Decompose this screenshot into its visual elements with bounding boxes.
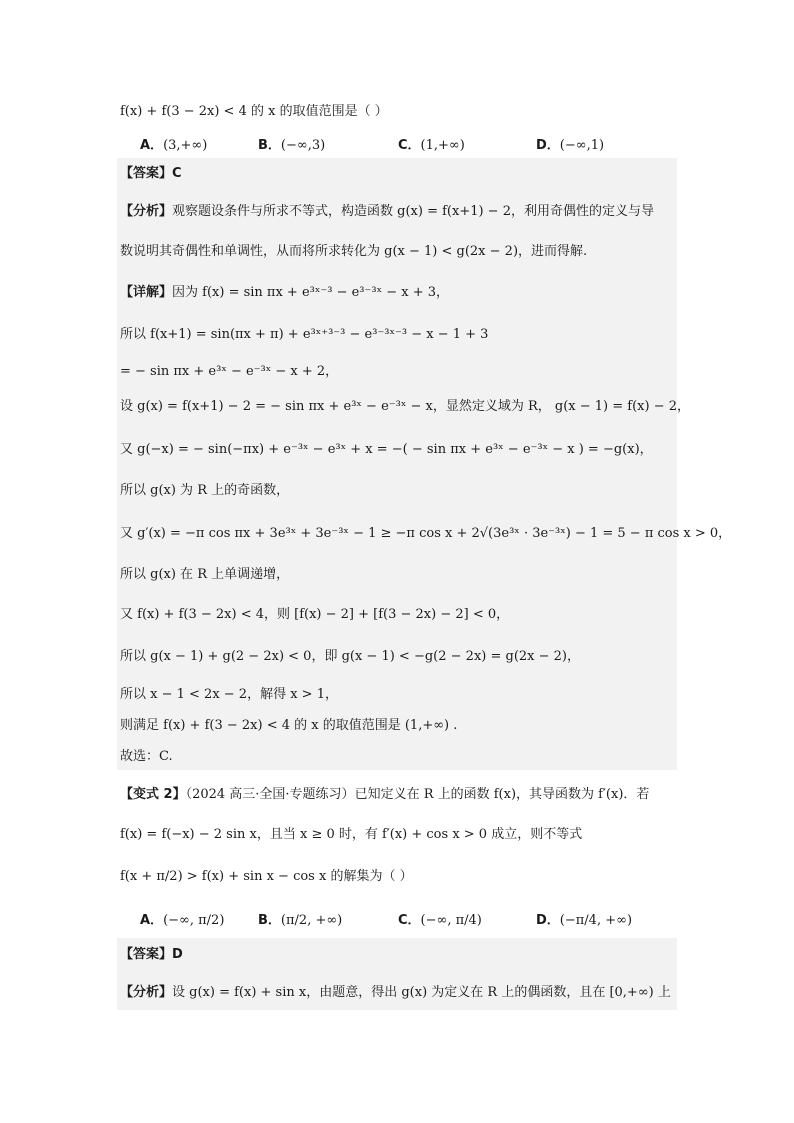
q1-detail-line-2: 所以 f(x+1) = sin(πx + π) + e³ˣ⁺³⁻³ − e³⁻³ˣ⁻³ − x − 1 + 3 bbox=[120, 327, 489, 342]
q1-answer: 【答案】C bbox=[120, 166, 182, 181]
q2-option-b: B．(π/2, +∞) bbox=[258, 913, 343, 928]
q2-stem-line-3: f(x + π/2) > f(x) + sin x − cos x 的解集为（ ） bbox=[120, 869, 413, 884]
q1-option-a: A．(3,+∞) bbox=[140, 138, 208, 153]
q1-analysis-line-2: 数说明其奇偶性和单调性，从而将所求转化为 g(x − 1) < g(2x − 2)，进而得解. bbox=[120, 244, 588, 259]
q1-detail-line-10: 所以 g(x − 1) + g(2 − 2x) < 0，即 g(x − 1) < −g(2 − 2x) = g(2x − 2)， bbox=[120, 649, 580, 664]
q2-answer: 【答案】D bbox=[120, 947, 183, 962]
q1-detail-line-13: 故选：C. bbox=[120, 749, 173, 764]
q1-detail-line-3: = − sin πx + e³ˣ − e⁻³ˣ − x + 2， bbox=[120, 364, 339, 379]
q1-detail-line-9: 又 f(x) + f(3 − 2x) < 4，则 [f(x) − 2] + [f(3 − 2x) − 2] < 0， bbox=[120, 607, 510, 622]
q2-option-d: D．(−π/4, +∞) bbox=[536, 913, 633, 928]
q1-detail-line-1: 【详解】因为 f(x) = sin πx + e³ˣ⁻³ − e³⁻³ˣ − x + 3， bbox=[120, 285, 450, 300]
q1-detail-line-4: 设 g(x) = f(x+1) − 2 = − sin πx + e³ˣ − e⁻³ˣ − x，显然定义域为 R， g(x − 1) = f(x) − 2， bbox=[120, 399, 691, 414]
q1-detail-line-11: 所以 x − 1 < 2x − 2，解得 x > 1， bbox=[120, 687, 338, 702]
q1-option-c: C．(1,+∞) bbox=[398, 138, 465, 153]
q1-option-b: B．(−∞,3) bbox=[258, 138, 326, 153]
q1-detail-line-12: 则满足 f(x) + f(3 − 2x) < 4 的 x 的取值范围是 (1,+∞) . bbox=[120, 718, 458, 733]
q1-option-d: D．(−∞,1) bbox=[536, 138, 605, 153]
q1-stem: f(x) + f(3 − 2x) < 4 的 x 的取值范围是（ ） bbox=[120, 104, 388, 119]
q1-detail-line-5: 又 g(−x) = − sin(−πx) + e⁻³ˣ − e³ˣ + x = −( − sin πx + e³ˣ − e⁻³ˣ − x ) = −g(x)， bbox=[120, 442, 653, 457]
q2-option-a: A．(−∞, π/2) bbox=[140, 913, 225, 928]
q1-detail-line-7: 又 g′(x) = −π cos πx + 3e³ˣ + 3e⁻³ˣ − 1 ≥ −π cos x + 2√(3e³ˣ · 3e⁻³ˣ) − 1 = 5 − π cos x > 0， bbox=[120, 526, 732, 541]
q2-stem-line-1: 【变式 2】（2024 高三·全国·专题练习）已知定义在 R 上的函数 f(x)，其导函数为 f′(x)．若 bbox=[120, 787, 650, 802]
q2-analysis-line-1: 【分析】设 g(x) = f(x) + sin x，由题意，得出 g(x) 为定义在 R 上的偶函数，且在 [0,+∞) 上 bbox=[120, 985, 671, 1000]
q2-stem-line-2: f(x) = f(−x) − 2 sin x，且当 x ≥ 0 时，有 f′(x) + cos x > 0 成立，则不等式 bbox=[120, 827, 583, 842]
q1-analysis-line-1: 【分析】观察题设条件与所求不等式，构造函数 g(x) = f(x+1) − 2，利用奇偶性的定义与导 bbox=[120, 204, 654, 219]
q1-detail-line-8: 所以 g(x) 在 R 上单调递增， bbox=[120, 567, 290, 582]
q1-detail-line-6: 所以 g(x) 为 R 上的奇函数， bbox=[120, 483, 290, 498]
q2-option-c: C．(−∞, π/4) bbox=[398, 913, 482, 928]
